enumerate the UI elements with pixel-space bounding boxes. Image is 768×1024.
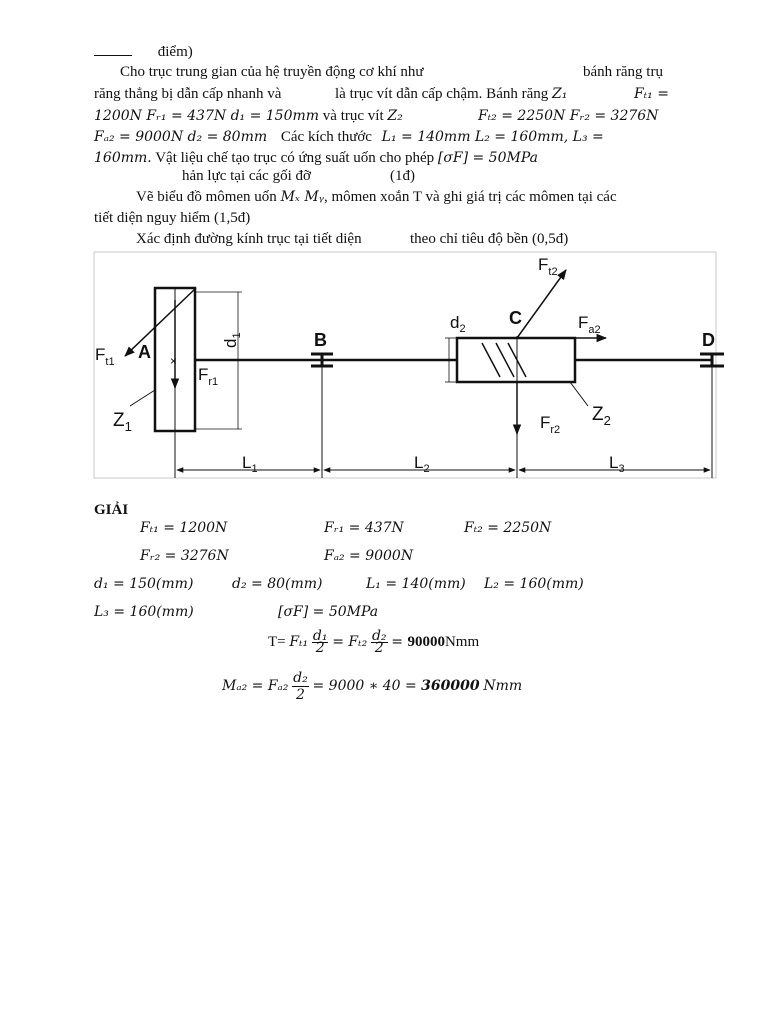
fraction-d1-2: [312, 628, 329, 657]
label-c: C: [509, 308, 522, 328]
sol-l1: L₁ = 140(mm): [366, 576, 466, 592]
problem-line-10b: [410, 229, 568, 249]
ma-prefix: Mₐ₂ = Fₐ₂: [222, 678, 289, 694]
math-segment: 1200N Fᵣ₁ = 437N d₁ = 150mm: [94, 108, 320, 124]
force-ft2-arrow: [517, 270, 566, 338]
label-z2: $Z_2$: [592, 404, 611, 428]
label-d1: $d_1$: [221, 332, 243, 348]
math-z2: Z₂: [387, 108, 403, 124]
label-fa2: $F_{a2}$: [578, 313, 601, 336]
text-segment: Xác định đường kính trục tại tiết diện: [136, 231, 362, 247]
text-segment: và trục vít: [322, 108, 384, 124]
problem-line-2b: [583, 62, 663, 82]
label-a: A: [138, 342, 151, 362]
ma-value: 360000: [421, 678, 480, 694]
score-label: điểm): [157, 44, 193, 60]
t-ft1: Fₜ₁: [289, 634, 309, 650]
sol-l2: L₂ = 160(mm): [484, 576, 584, 592]
worm-z2: [457, 338, 575, 382]
text-segment: Cho trục trung gian của hệ truyền động cơ khí như: [120, 64, 424, 80]
text-segment: răng thẳng bị dẫn cấp nhanh và: [94, 86, 282, 102]
sol-sigma: [σF] = 50MPa: [278, 604, 379, 620]
text-segment: hản lực tại các gối đỡ: [182, 168, 311, 184]
frac-den: 2: [296, 687, 305, 704]
t-value: 90000: [407, 634, 445, 650]
problem-line-10: [136, 229, 362, 249]
sol-ft1: Fₜ₁ = 1200N: [140, 520, 228, 536]
heading-text: GIẢI: [94, 502, 129, 518]
label-l3: $L_3$: [609, 453, 625, 475]
fraction-d2-2-large: [292, 670, 309, 703]
problem-line-2: [120, 62, 424, 82]
label-d: D: [702, 330, 715, 350]
z2-leader: [570, 382, 588, 406]
ma-calc: = 9000 ∗ 40 =: [312, 678, 422, 694]
t-prefix: T=: [268, 634, 290, 650]
frac-num: d₂: [371, 628, 387, 645]
problem-line-3b: [335, 84, 567, 104]
label-z1: $Z_1$: [113, 410, 132, 434]
cross-mark: ×: [170, 354, 178, 368]
problem-line-4: [94, 106, 403, 126]
problem-line-7: [182, 166, 311, 186]
sol-fa2: Fₐ₂ = 9000N: [324, 548, 414, 564]
math-segment: 160mm.: [94, 150, 152, 166]
z1-leader: [130, 390, 155, 406]
text-segment: tiết diện nguy hiểm (1,5đ): [94, 210, 251, 226]
t-eq: = Fₜ₂: [332, 634, 368, 650]
sol-fr2: Fᵣ₂ = 3276N: [140, 548, 229, 564]
fraction-d2-2: [371, 628, 388, 657]
shaft-diagram: [0, 248, 768, 498]
blank-line: [94, 43, 132, 56]
ma-unit: Nmm: [483, 678, 523, 694]
problem-line-3c: [634, 84, 669, 104]
math-z1: Z₁: [552, 86, 568, 102]
text-segment: , mômen xoắn T và ghi giá trị các mômen tại các: [323, 189, 617, 205]
math-segment: [σF] = 50MPa: [437, 150, 538, 166]
sol-l3: L₃ = 160(mm): [94, 604, 194, 620]
problem-line-5: [94, 127, 604, 147]
problem-line-6: [94, 148, 538, 168]
label-b: B: [314, 330, 327, 350]
text-segment: (1đ): [390, 168, 415, 184]
torque-formula: [268, 628, 479, 656]
sol-d1: d₁ = 150(mm): [94, 576, 194, 592]
moment-formula: [222, 668, 522, 704]
text-segment: là trục vít dẫn cấp chậm. Bánh răng: [335, 86, 549, 102]
sol-fr1: Fᵣ₁ = 437N: [324, 520, 404, 536]
frac-num: d₂: [293, 670, 308, 687]
math-ft1: Fₜ₁ =: [634, 86, 669, 102]
problem-line-4b: [478, 106, 658, 126]
math-segment: Mₓ Mᵧ: [280, 189, 324, 205]
label-l1: $L_1$: [242, 453, 258, 475]
label-ft1: $F_{t1}$: [95, 345, 115, 368]
label-fr2: $F_{r2}$: [540, 413, 561, 436]
label-fr1: $F_{r1}$: [198, 365, 219, 388]
math-segment: Fₜ₂ = 2250N Fᵣ₂ = 3276N: [478, 108, 659, 124]
problem-line-9: [94, 208, 250, 228]
sol-ft2: Fₜ₂ = 2250N: [464, 520, 552, 536]
text-segment: Vật liệu chế tạo trục có ứng suất uốn cho phép: [155, 150, 435, 166]
label-d2: $d_2$: [450, 313, 466, 335]
label-ft2: $F_{t2}$: [538, 255, 558, 278]
math-segment: L₁ = 140mm L₂ = 160mm, L₃ =: [381, 129, 604, 145]
t-unit: Nmm: [444, 634, 480, 650]
text-segment: Các kích thước: [280, 129, 372, 145]
problem-line-7b: [390, 166, 415, 186]
frac-den: 2: [315, 640, 325, 657]
frac-den: 2: [374, 640, 384, 657]
text-segment: bánh răng trụ: [583, 64, 663, 80]
label-l2: $L_2$: [414, 453, 430, 475]
solution-heading: [94, 500, 128, 520]
frac-num: d₁: [312, 628, 328, 645]
t-eq2: =: [391, 634, 408, 650]
math-segment: Fₐ₂ = 9000N d₂ = 80mm: [94, 129, 268, 145]
problem-line-8: [136, 187, 617, 207]
text-segment: theo chỉ tiêu độ bền (0,5đ): [410, 231, 569, 247]
problem-line-1: [94, 42, 193, 62]
sol-d2: d₂ = 80(mm): [232, 576, 323, 592]
problem-line-3: [94, 84, 281, 104]
text-segment: Vẽ biểu đồ mômen uốn: [136, 189, 277, 205]
